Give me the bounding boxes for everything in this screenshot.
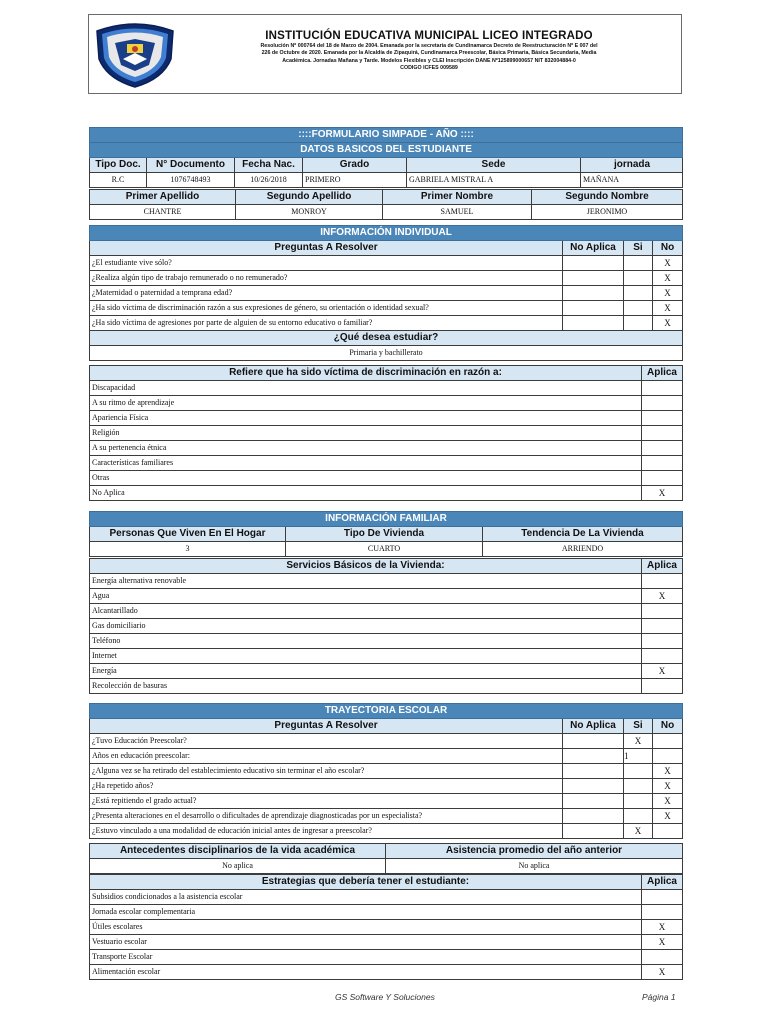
item-aplica xyxy=(642,471,683,486)
col-header-tipo-doc: Tipo Doc. xyxy=(90,158,147,173)
list-item xyxy=(90,920,683,935)
item-aplica xyxy=(642,441,683,456)
basic-data-table xyxy=(89,127,683,188)
question-text: ¿Estuvo vinculado a una modalidad de educación inicial antes de ingresar a preescolar? xyxy=(90,824,563,839)
item-aplica: X xyxy=(642,920,683,935)
col-header-grado: Grado xyxy=(303,158,407,173)
list-item xyxy=(90,890,683,905)
family-info-table xyxy=(89,511,683,557)
answer-no-aplica xyxy=(563,764,624,779)
col-header-documento: N° Documento xyxy=(147,158,235,173)
question-text: ¿Está repitiendo el grado actual? xyxy=(90,794,563,809)
answer-no: X xyxy=(653,764,683,779)
asistencia-value: No aplica xyxy=(386,859,683,874)
footer-page-number: Página 1 xyxy=(642,992,676,1002)
answer-si xyxy=(624,794,653,809)
item-label: Subsidios condicionados a la asistencia escolar xyxy=(90,890,642,905)
answer-no xyxy=(653,749,683,764)
col-header-si: Si xyxy=(624,241,653,256)
item-label: Agua xyxy=(90,589,642,604)
item-aplica xyxy=(642,905,683,920)
question-text: Años en educación preescolar: xyxy=(90,749,563,764)
item-label: Discapacidad xyxy=(90,381,642,396)
item-aplica: X xyxy=(642,965,683,980)
item-label: Gas domiciliario xyxy=(90,619,642,634)
answer-no-aplica xyxy=(563,256,624,271)
col-header-no: No xyxy=(653,241,683,256)
antecedents-table xyxy=(89,843,683,874)
answer-no xyxy=(653,734,683,749)
section-title-trayectoria: TRAYECTORIA ESCOLAR xyxy=(90,704,683,719)
item-aplica: X xyxy=(642,935,683,950)
strategies-header: Estrategias que debería tener el estudiante: xyxy=(90,875,642,890)
study-value: Primaria y bachillerato xyxy=(90,346,683,361)
list-item xyxy=(90,965,683,980)
value-fecha-nac: 10/26/2018 xyxy=(235,173,303,188)
list-item xyxy=(90,935,683,950)
item-aplica xyxy=(642,619,683,634)
col-header-no-aplica: No Aplica xyxy=(563,241,624,256)
answer-no: X xyxy=(653,286,683,301)
item-aplica: X xyxy=(642,589,683,604)
list-item xyxy=(90,589,683,604)
value-jornada: MAÑANA xyxy=(581,173,683,188)
col-header-preguntas: Preguntas A Resolver xyxy=(90,241,563,256)
item-aplica xyxy=(642,426,683,441)
item-label: Alimentación escolar xyxy=(90,965,642,980)
asistencia-header: Asistencia promedio del año anterior xyxy=(386,844,683,859)
question-text: ¿Alguna vez se ha retirado del establecimiento educativo sin terminar el año escolar? xyxy=(90,764,563,779)
item-label: Recolección de basuras xyxy=(90,679,642,694)
question-text: ¿Tuvo Educación Preescolar? xyxy=(90,734,563,749)
header-icfes-line: CODIGO ICFES 009589 xyxy=(400,65,458,72)
answer-si xyxy=(624,271,653,286)
document-header xyxy=(88,14,682,94)
answer-no: X xyxy=(653,794,683,809)
strategies-table xyxy=(89,874,683,980)
answer-no-aplica xyxy=(563,749,624,764)
item-aplica xyxy=(642,890,683,905)
question-text: ¿Ha sido víctima de agresiones por parte de alguien de su entorno educativo o familiar? xyxy=(90,316,563,331)
col-header-no-aplica: No Aplica xyxy=(563,719,624,734)
list-item xyxy=(90,471,683,486)
table-row xyxy=(90,286,683,301)
value-primer-apellido: CHANTRE xyxy=(90,205,236,220)
item-label: Características familiares xyxy=(90,456,642,471)
form-subtitle: DATOS BASICOS DEL ESTUDIANTE xyxy=(90,143,683,158)
item-label: A su pertenencia étnica xyxy=(90,441,642,456)
item-label: Internet xyxy=(90,649,642,664)
value-personas: 3 xyxy=(90,542,286,557)
item-aplica xyxy=(642,950,683,965)
col-header-personas: Personas Que Viven En El Hogar xyxy=(90,527,286,542)
list-item xyxy=(90,426,683,441)
answer-si xyxy=(624,809,653,824)
col-header-aplica: Aplica xyxy=(642,366,683,381)
item-label: Otras xyxy=(90,471,642,486)
col-header-aplica: Aplica xyxy=(642,559,683,574)
antecedentes-header: Antecedentes disciplinarios de la vida académica xyxy=(90,844,386,859)
col-header-tendencia: Tendencia De La Vivienda xyxy=(483,527,683,542)
item-label: Apariencia Física xyxy=(90,411,642,426)
answer-si: 1 xyxy=(624,749,653,764)
table-row xyxy=(90,794,683,809)
item-aplica xyxy=(642,679,683,694)
col-header-no: No xyxy=(653,719,683,734)
school-trajectory-table xyxy=(89,703,683,839)
answer-no: X xyxy=(653,316,683,331)
item-label: Energía alternativa renovable xyxy=(90,574,642,589)
answer-no-aplica xyxy=(563,794,624,809)
services-table xyxy=(89,558,683,694)
item-label: Transporte Escolar xyxy=(90,950,642,965)
col-header-jornada: jornada xyxy=(581,158,683,173)
table-row xyxy=(90,301,683,316)
list-item xyxy=(90,649,683,664)
col-header-preguntas: Preguntas A Resolver xyxy=(90,719,563,734)
answer-si: X xyxy=(624,734,653,749)
item-label: No Aplica xyxy=(90,486,642,501)
answer-si xyxy=(624,764,653,779)
item-aplica xyxy=(642,574,683,589)
value-primer-nombre: SAMUEL xyxy=(383,205,532,220)
value-grado: PRIMERO xyxy=(303,173,407,188)
names-table xyxy=(89,189,683,220)
value-tipo-vivienda: CUARTO xyxy=(286,542,483,557)
answer-no-aplica xyxy=(563,824,624,839)
item-label: Teléfono xyxy=(90,634,642,649)
value-documento: 1076748493 xyxy=(147,173,235,188)
question-text: ¿Maternidad o paternidad a temprana edad? xyxy=(90,286,563,301)
question-text: ¿Realiza algún tipo de trabajo remunerado o no remunerado? xyxy=(90,271,563,286)
table-row xyxy=(90,824,683,839)
list-item xyxy=(90,381,683,396)
discrimination-header: Refiere que ha sido víctima de discriminación en razón a: xyxy=(90,366,642,381)
answer-no: X xyxy=(653,779,683,794)
individual-info-table xyxy=(89,225,683,361)
col-header-segundo-nombre: Segundo Nombre xyxy=(532,190,683,205)
services-header: Servicios Básicos de la Vivienda: xyxy=(90,559,642,574)
answer-no-aplica xyxy=(563,779,624,794)
item-aplica xyxy=(642,604,683,619)
value-tipo-doc: R.C xyxy=(90,173,147,188)
answer-si xyxy=(624,256,653,271)
value-tendencia: ARRIENDO xyxy=(483,542,683,557)
item-aplica xyxy=(642,649,683,664)
item-aplica: X xyxy=(642,486,683,501)
study-header: ¿Qué desea estudiar? xyxy=(90,331,683,346)
item-aplica xyxy=(642,456,683,471)
table-row xyxy=(90,779,683,794)
answer-no-aplica xyxy=(563,734,624,749)
list-item xyxy=(90,634,683,649)
header-dane-line: Académica. Jornadas Mañana y Tarde. Modelos Flexibles y CLEI Inscripción DANE Nº125899000657 NIT 832004884-0 xyxy=(282,57,576,64)
item-label: Útiles escolares xyxy=(90,920,642,935)
list-item xyxy=(90,619,683,634)
table-row xyxy=(90,316,683,331)
answer-no xyxy=(653,824,683,839)
answer-no: X xyxy=(653,301,683,316)
item-label: A su ritmo de aprendizaje xyxy=(90,396,642,411)
item-label: Vestuario escolar xyxy=(90,935,642,950)
answer-no: X xyxy=(653,256,683,271)
answer-si: X xyxy=(624,824,653,839)
answer-si xyxy=(624,779,653,794)
answer-no: X xyxy=(653,271,683,286)
footer-company: GS Software Y Soluciones xyxy=(335,992,435,1002)
table-row xyxy=(90,809,683,824)
list-item xyxy=(90,456,683,471)
answer-no-aplica xyxy=(563,301,624,316)
col-header-primer-apellido: Primer Apellido xyxy=(90,190,236,205)
value-sede: GABRIELA MISTRAL A xyxy=(407,173,581,188)
answer-si xyxy=(624,286,653,301)
list-item xyxy=(90,950,683,965)
question-text: ¿Ha repetido años? xyxy=(90,779,563,794)
item-label: Jornada escolar complementaria xyxy=(90,905,642,920)
answer-si xyxy=(624,316,653,331)
question-text: ¿Presenta alteraciones en el desarrollo o dificultades de aprendizaje diagnosticadas por un especialista? xyxy=(90,809,563,824)
col-header-si: Si xyxy=(624,719,653,734)
list-item xyxy=(90,441,683,456)
antecedentes-value: No aplica xyxy=(90,859,386,874)
col-header-tipo-vivienda: Tipo De Vivienda xyxy=(286,527,483,542)
item-label: Energía xyxy=(90,664,642,679)
question-text: ¿Ha sido víctima de discriminación razón a sus expresiones de género, su orientación o identidad sexual? xyxy=(90,301,563,316)
form-title: ::::FORMULARIO SIMPADE - AÑO :::: xyxy=(90,128,683,143)
institution-name: INSTITUCIÓN EDUCATIVA MUNICIPAL LICEO INTEGRADO xyxy=(265,30,593,42)
table-row xyxy=(90,734,683,749)
table-row xyxy=(90,256,683,271)
table-row xyxy=(90,271,683,286)
discrimination-table xyxy=(89,365,683,501)
answer-si xyxy=(624,301,653,316)
col-header-fecha-nac: Fecha Nac. xyxy=(235,158,303,173)
col-header-segundo-apellido: Segundo Apellido xyxy=(236,190,383,205)
item-label: Alcantarillado xyxy=(90,604,642,619)
item-label: Religión xyxy=(90,426,642,441)
list-item xyxy=(90,604,683,619)
item-aplica: X xyxy=(642,664,683,679)
list-item xyxy=(90,396,683,411)
list-item xyxy=(90,574,683,589)
col-header-sede: Sede xyxy=(407,158,581,173)
col-header-primer-nombre: Primer Nombre xyxy=(383,190,532,205)
col-header-aplica: Aplica xyxy=(642,875,683,890)
school-crest-logo xyxy=(93,19,177,89)
header-decree-line: 226 de Octubre de 2020. Emanada por la Alcaldía de Zipaquirá, Cundinamarca Preescolar, Básica Primaria, Básica Secundaria, Media xyxy=(261,50,597,57)
list-item xyxy=(90,411,683,426)
question-text: ¿El estudiante vive sólo? xyxy=(90,256,563,271)
answer-no: X xyxy=(653,809,683,824)
answer-no-aplica xyxy=(563,271,624,286)
list-item xyxy=(90,486,683,501)
list-item xyxy=(90,679,683,694)
answer-no-aplica xyxy=(563,316,624,331)
table-row xyxy=(90,749,683,764)
value-segundo-nombre: JERONIMO xyxy=(532,205,683,220)
value-segundo-apellido: MONROY xyxy=(236,205,383,220)
header-resolution-line: Resolución Nº 000764 del 18 de Marzo de 2004. Emanada por la secretaria de Cundinamarca Decreto de Reestructuración Nº E 007 del xyxy=(260,43,598,49)
section-title-individual: INFORMACIÓN INDIVIDUAL xyxy=(90,226,683,241)
answer-no-aplica xyxy=(563,286,624,301)
table-row xyxy=(90,764,683,779)
section-title-familiar: INFORMACIÓN FAMILIAR xyxy=(90,512,683,527)
item-aplica xyxy=(642,381,683,396)
answer-no-aplica xyxy=(563,809,624,824)
item-aplica xyxy=(642,396,683,411)
list-item xyxy=(90,905,683,920)
item-aplica xyxy=(642,634,683,649)
item-aplica xyxy=(642,411,683,426)
list-item xyxy=(90,664,683,679)
